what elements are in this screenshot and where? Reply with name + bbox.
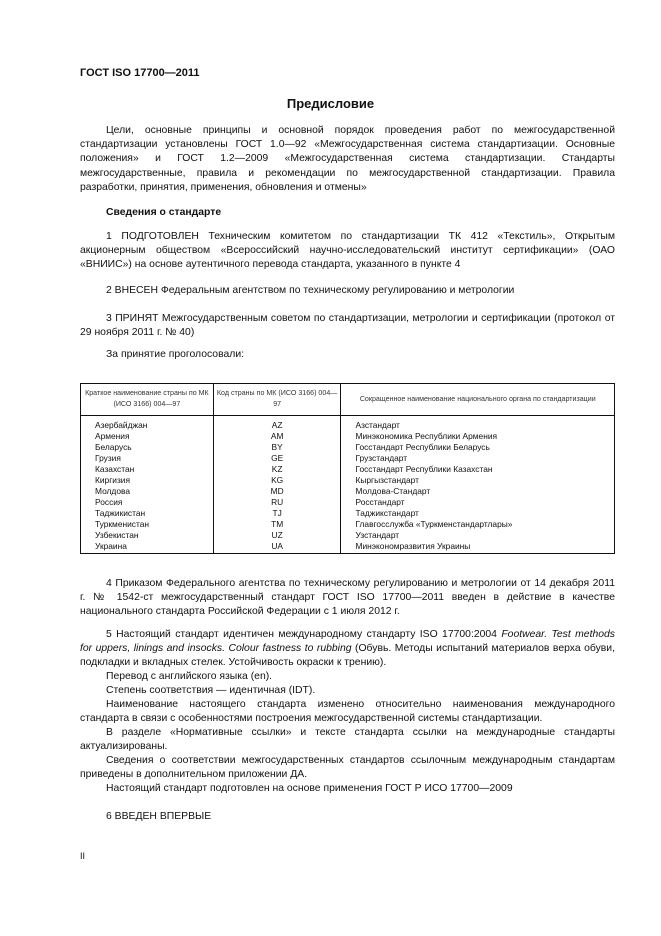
table-row — [81, 416, 615, 432]
cell-country-code: UZ — [213, 530, 341, 541]
item-5-conformity: Степень соответствия — идентичная (IDT). — [106, 685, 316, 696]
cell-standards-body: Грузстандарт — [341, 453, 615, 464]
cell-country-code: TM — [213, 519, 341, 530]
cell-country-code: AM — [213, 431, 341, 442]
cell-standards-body: Узстандарт — [341, 530, 615, 541]
cell-country-name: Россия — [81, 497, 214, 508]
table-row — [81, 486, 615, 497]
cell-standards-body: Госстандарт Республики Казахстан — [341, 464, 615, 475]
table-row — [81, 453, 615, 464]
item-5-name-change: Наименование настоящего стандарта изменено относительно наименования международного стандарта в связи с особенностями построения межгосударственной системы стандартизации. — [80, 699, 615, 725]
table-row — [81, 519, 615, 530]
header-standards-body: Сокращенное наименование национального органа по стандартизации — [341, 384, 615, 416]
table-row — [81, 464, 615, 475]
table-header-row — [81, 384, 615, 416]
cell-country-name: Туркменистан — [81, 519, 214, 530]
item-5-basis: Настоящий стандарт подготовлен на основе применения ГОСТ Р ИСО 17700—2009 — [106, 783, 513, 794]
cell-standards-body: Минэкономразвития Украины — [341, 541, 615, 554]
cell-country-code: KG — [213, 475, 341, 486]
header-country-name: Краткое наименование страны по МК (ИСО 3166) 004—97 — [81, 384, 214, 416]
table-row — [81, 508, 615, 519]
table-row — [81, 475, 615, 486]
cell-country-name: Узбекистан — [81, 530, 214, 541]
cell-country-code: MD — [213, 486, 341, 497]
table-row — [81, 530, 615, 541]
document-code: ГОСТ ISO 17700—2011 — [80, 67, 200, 79]
cell-country-name: Украина — [81, 541, 214, 554]
table-row — [81, 541, 615, 554]
header-country-code: Код страны по МК (ИСО 3166) 004—97 — [213, 384, 341, 416]
cell-country-name: Казахстан — [81, 464, 214, 475]
cell-standards-body: Главгосслужба «Туркменстандартлары» — [341, 519, 615, 530]
intro-paragraph: Цели, основные принципы и основной порядок проведения работ по межгосударственной стандартизации установлены ГОСТ 1.0—92 «Межгосударственная система стандартизации. Основные положения» и ГОСТ 1.2—2009 «Межгосударственная система стандартизации. Стандарты межгосударственные, правила и рекомендации по межгосударственной стандартизации. Правила разработки, принятия, применения, обновления и отмены» — [80, 125, 615, 193]
item-5-text-b: (Обувь. Методы испытаний материалов верха обуви, подкладки и вкладных стелек. Устойчивость окраски к трению). — [80, 643, 615, 669]
cell-standards-body: Молдова-Стандарт — [341, 486, 615, 497]
item-5-title-italic: Footwear. Test methods for uppers, linings and insocks. Colour fastness to rubbing — [80, 629, 615, 655]
cell-country-name: Грузия — [81, 453, 214, 464]
cell-country-code: KZ — [213, 464, 341, 475]
cell-standards-body: Минэкономика Республики Армения — [341, 431, 615, 442]
cell-country-name: Армения — [81, 431, 214, 442]
cell-country-name: Азербайджан — [81, 416, 214, 432]
item-5-text-a: 5 Настоящий стандарт идентичен международному стандарту ISO 17700:2004 — [106, 629, 502, 640]
page-title: Предисловие — [286, 96, 375, 111]
cell-country-name: Беларусь — [81, 442, 214, 453]
table-row — [81, 442, 615, 453]
cell-standards-body: Кыргызстандарт — [341, 475, 615, 486]
cell-standards-body: Росстандарт — [341, 497, 615, 508]
cell-standards-body: Таджикстандарт — [341, 508, 615, 519]
item-3-paragraph: 3 ПРИНЯТ Межгосударственным советом по стандартизации, метрологии и сертификации (протокол от 29 ноября 2011 г. № 40) — [80, 313, 615, 339]
cell-country-code: RU — [213, 497, 341, 508]
cell-country-code: BY — [213, 442, 341, 453]
voting-table — [80, 383, 615, 554]
table-row — [81, 497, 615, 508]
item-5-references: В разделе «Нормативные ссылки» и тексте стандарта ссылки на международные стандарты актуализированы. — [80, 727, 615, 753]
cell-country-code: TJ — [213, 508, 341, 519]
item-5-annex: Сведения о соответствии межгосударственных стандартов ссылочным международным стандартам приведены в дополнительном приложении ДА. — [80, 755, 615, 781]
section-subtitle: Сведения о стандарте — [106, 207, 222, 218]
page-number: II — [80, 851, 86, 861]
item-5-paragraph — [80, 628, 615, 671]
item-6-paragraph: 6 ВВЕДЕН ВПЕРВЫЕ — [106, 811, 212, 822]
vote-label: За принятие проголосовали: — [106, 349, 245, 360]
item-2-paragraph: 2 ВНЕСЕН Федеральным агентством по техническому регулированию и метрологии — [106, 285, 515, 296]
cell-country-name: Молдова — [81, 486, 214, 497]
cell-country-name: Таджикистан — [81, 508, 214, 519]
cell-country-name: Киргизия — [81, 475, 214, 486]
cell-country-code: AZ — [213, 416, 341, 432]
cell-country-code: GE — [213, 453, 341, 464]
item-5-language: Перевод с английского языка (en). — [106, 671, 273, 682]
item-1-paragraph: 1 ПОДГОТОВЛЕН Техническим комитетом по стандартизации ТК 412 «Текстиль», Открытым акционерным обществом «Всероссийский научно-исследовательский институт сертификации» (ОАО «ВНИИС») на основе аутентичного перевода стандарта, указанного в пункте 4 — [80, 231, 615, 271]
item-4-paragraph: 4 Приказом Федерального агентства по техническому регулированию и метрологии от 14 декабря 2011 г. № 1542-ст межгосударственный стандарт ГОСТ ISO 17700—2011 введен в действие в качестве национального стандарта Российской Федерации с 1 июля 2012 г. — [80, 578, 615, 618]
cell-standards-body: Азстандарт — [341, 416, 615, 432]
cell-country-code: UA — [213, 541, 341, 554]
cell-standards-body: Госстандарт Республики Беларусь — [341, 442, 615, 453]
table-row — [81, 431, 615, 442]
